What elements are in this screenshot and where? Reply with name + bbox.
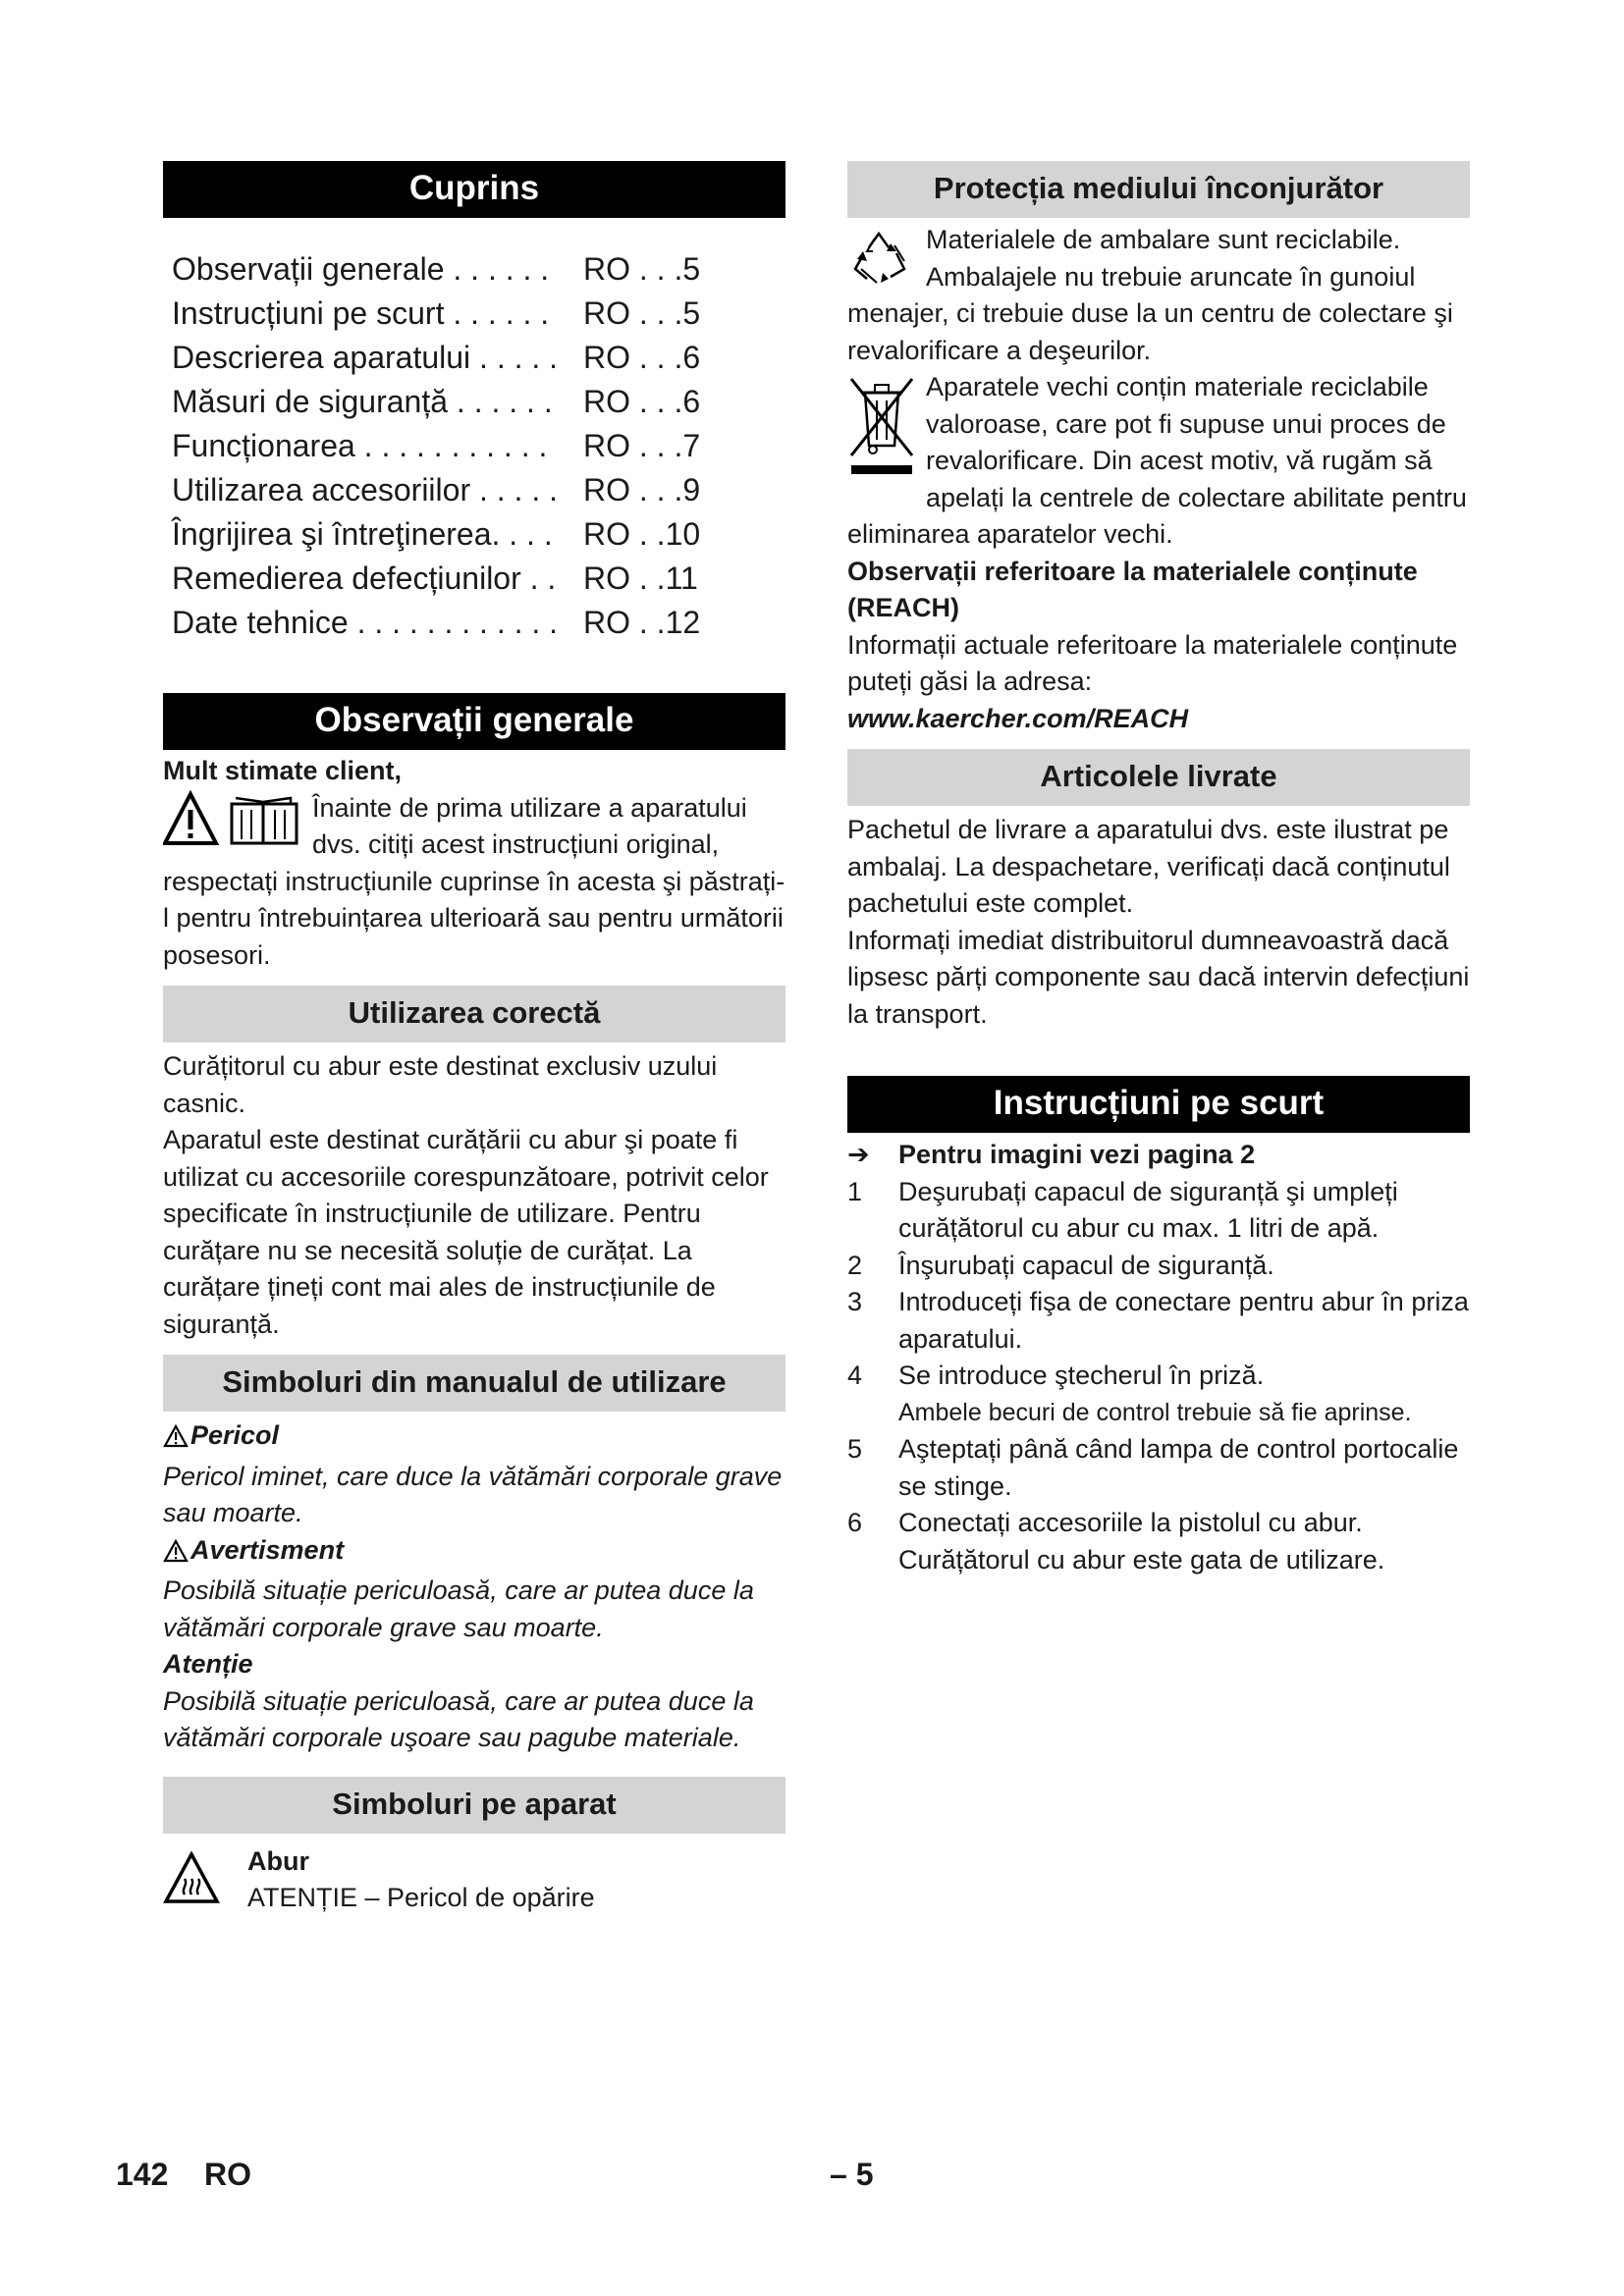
- recycle-block: [847, 222, 1470, 369]
- correct-use-heading: Utilizarea corectă: [163, 986, 785, 1042]
- symbols-device-heading: Simboluri pe aparat: [163, 1777, 785, 1834]
- footer-page-number: 142: [116, 2157, 169, 2192]
- toc-item[interactable]: Descrierea aparatului . . . . . RO . . .6: [172, 340, 701, 375]
- left-column: [163, 161, 785, 1922]
- salutation: Mult stimate client,: [163, 756, 403, 785]
- general-heading: Observații generale: [163, 693, 785, 750]
- quick-heading: Instrucțiuni pe scurt: [847, 1076, 1470, 1133]
- list-item: 4 Se introduce ştecherul în priză.: [847, 1361, 1265, 1390]
- quick-final: Curățătorul cu abur este gata de utilizare.: [898, 1544, 1385, 1575]
- reach-heading: Observații referitoare la materialele conținute (REACH): [847, 556, 1418, 622]
- toc-item[interactable]: Utilizarea accesoriilor . . . . . RO . . .9: [172, 472, 701, 507]
- reach-text: Informații actuale referitoare la materialele conținute puteți găsi la adresa:: [847, 629, 1458, 696]
- step4-note: Ambele becuri de control trebuie să fie aprinse.: [898, 1398, 1412, 1426]
- general-intro: Înainte de prima utilizare a aparatului dvs. citiți acest instrucțiuni original, respectați instrucțiunile cuprinse în acesta şi păstrați-l pentru întrebuințarea ulterioară sau pentru următorii posesori.: [163, 792, 785, 970]
- symbols-manual-heading: Simboluri din manualul de utilizare: [163, 1355, 785, 1412]
- see-images-row: [847, 1137, 1470, 1174]
- crossed-bin-icon: [847, 373, 916, 480]
- toc-item[interactable]: Date tehnice . . . . . . . . . . . . RO . .12: [172, 605, 701, 640]
- list-item: 3 Introduceți fişa de conectare pentru abur în priza aparatului.: [847, 1287, 1469, 1354]
- right-column: [847, 161, 1470, 1578]
- toc-heading: Cuprins: [163, 161, 785, 218]
- delivered-p2: Informați imediat distribuitorul dumneavoastră dacă lipsesc părți componente sau dacă intervin defecțiuni la transport.: [847, 925, 1470, 1029]
- environment-p2: Aparatele vechi conțin materiale reciclabile valoroase, care pot fi supuse unui proces de revalorificare. Din acest motiv, vă rugăm să apelați la centrele de colectare abilitate pentru eliminarea aparatelor vechi.: [847, 372, 1467, 549]
- see-images-text: Pentru imagini vezi pagina 2: [898, 1140, 1256, 1169]
- warning-label: Avertisment: [190, 1534, 345, 1565]
- toc-item[interactable]: Funcționarea . . . . . . . . . . . RO . . .7: [172, 428, 701, 463]
- warning-text: Posibilă situație periculoasă, care ar putea duce la vătămări corporale grave sau moarte.: [163, 1575, 754, 1642]
- warning-triangle-icon: [163, 1536, 189, 1574]
- arrow-right-icon: ➔: [847, 1140, 870, 1169]
- correct-use-p2: Aparatul este destinat curățării cu abur şi poate fi utilizat cu accesoriile corespunzătoare, potrivit celor specificate în instrucțiunile de utilizare. Pentru curățare nu se necesită soluție de curățat. La curățare țineți cont mai ales de instrucțiunile de siguranță.: [163, 1125, 769, 1339]
- toc-item[interactable]: Observații generale . . . . . . RO . . .5: [172, 251, 701, 287]
- environment-p1: Materialele de ambalare sunt reciclabile. Ambalajele nu trebuie aruncate în gunoiul menajer, ci trebuie duse la un centru de colectare şi revalorificare a deşeurilor.: [847, 225, 1453, 365]
- correct-use-p1: Curățitorul cu abur este destinat exclusiv uzului casnic.: [163, 1051, 718, 1118]
- steam-text: ATENȚIE – Pericol de opărire: [247, 1882, 595, 1912]
- danger-text: Pericol iminet, care duce la vătămări corporale grave sau moarte.: [163, 1461, 783, 1527]
- quick-steps: [847, 1137, 1470, 1578]
- general-intro-block: [163, 790, 785, 975]
- danger-triangle-icon: [163, 1421, 189, 1459]
- caution-text: Posibilă situație periculoasă, care ar putea duce la vătămări corporale uşoare sau pagube materiale.: [163, 1685, 754, 1752]
- environment-heading: Protecția mediului înconjurător: [847, 161, 1470, 218]
- table-of-contents: [172, 247, 785, 645]
- footer-language: RO: [204, 2157, 251, 2192]
- list-item: 2 Înşurubați capacul de siguranță.: [847, 1250, 1274, 1280]
- list-item: 6 Conectați accesoriile la pistolul cu abur.: [847, 1508, 1363, 1537]
- list-item: 5 Aşteptați până când lampa de control portocalie se stinge.: [847, 1434, 1459, 1501]
- delivered-p1: Pachetul de livrare a aparatului dvs. este ilustrat pe ambalaj. La despachetare, verificați dacă conținutul pachetului este complet.: [847, 815, 1450, 918]
- toc-item[interactable]: Instrucțiuni pe scurt . . . . . . RO . . .5: [172, 295, 701, 331]
- toc-item[interactable]: Măsuri de siguranță . . . . . . RO . . .6: [172, 384, 701, 419]
- recycle-icon: [847, 226, 916, 295]
- steam-label: Abur: [247, 1845, 309, 1876]
- toc-item[interactable]: Remedierea defecțiunilor . . RO . .11: [172, 561, 698, 596]
- steam-hazard-icon: [163, 1851, 220, 1909]
- delivered-heading: Articolele livrate: [847, 749, 1470, 806]
- warning-label-row: [163, 1532, 785, 1574]
- toc-item[interactable]: Îngrijirea şi întreţinerea. . . . RO . .10: [172, 516, 701, 552]
- steam-symbol-block: [163, 1843, 785, 1922]
- caution-label: Atenție: [163, 1649, 253, 1679]
- warning-manual-icon: [163, 790, 302, 852]
- reach-link[interactable]: www.kaercher.com/REACH: [847, 703, 1189, 733]
- footer-section-page: – 5: [830, 2157, 874, 2192]
- weee-block: [847, 369, 1470, 554]
- danger-label: Pericol: [190, 1420, 280, 1450]
- danger-label-row: [163, 1417, 785, 1459]
- list-item: 1 Deşurubați capacul de siguranță şi umpleți curățătorul cu abur cu max. 1 litri de apă.: [847, 1176, 1398, 1243]
